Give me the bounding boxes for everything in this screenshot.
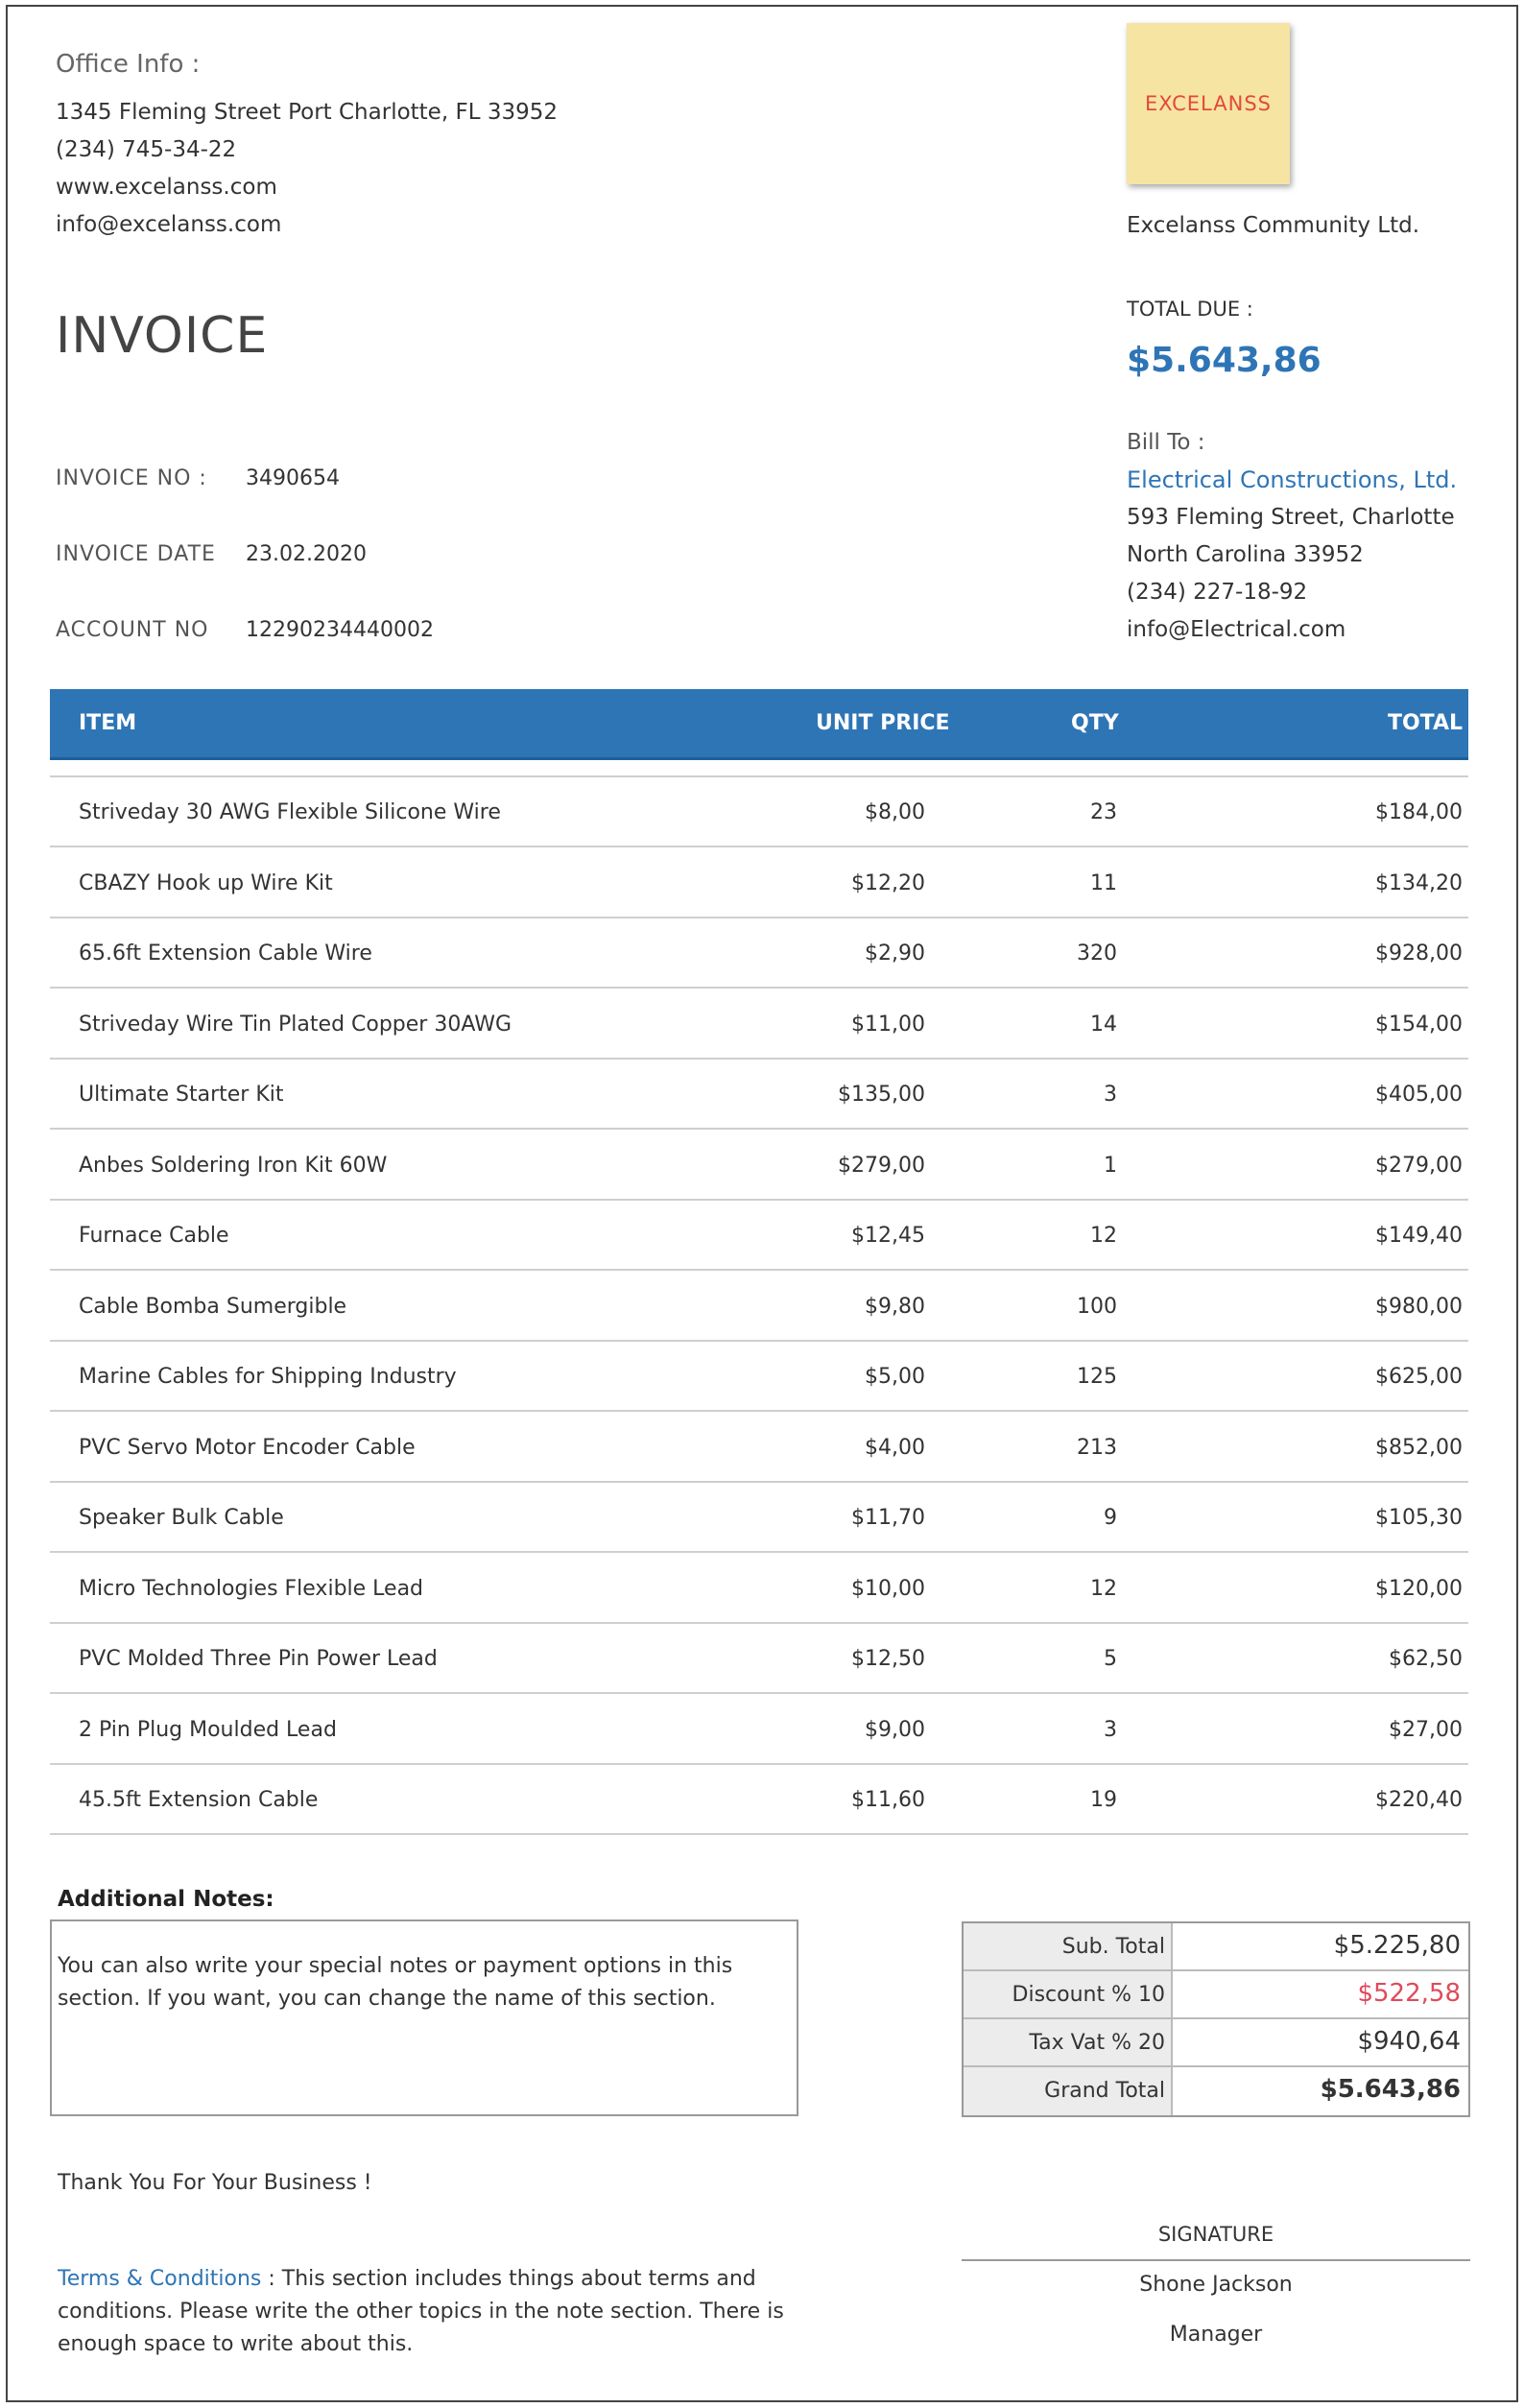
cell-item: Striveday 30 AWG Flexible Silicone Wire — [79, 800, 501, 824]
cell-unit-price: $2,90 — [865, 942, 925, 966]
grand-total-row — [964, 2067, 1468, 2115]
cell-item: Striveday Wire Tin Plated Copper 30AWG — [79, 1012, 512, 1037]
cell-qty: 23 — [1090, 800, 1117, 824]
total-due-value: $5.643,86 — [1127, 341, 1322, 380]
cell-qty: 213 — [1077, 1435, 1117, 1460]
cell-unit-price: $11,00 — [851, 1012, 925, 1037]
table-row — [50, 1765, 1468, 1835]
cell-qty: 11 — [1090, 870, 1117, 895]
cell-total: $134,20 — [1375, 870, 1463, 895]
cell-item: 65.6ft Extension Cable Wire — [79, 942, 372, 966]
cell-unit-price: $4,00 — [865, 1435, 925, 1460]
office-website: www.excelanss.com — [56, 175, 277, 200]
cell-item: Anbes Soldering Iron Kit 60W — [79, 1153, 388, 1178]
table-row — [50, 777, 1468, 847]
cell-item: Speaker Bulk Cable — [79, 1506, 284, 1530]
cell-total: $220,40 — [1375, 1788, 1463, 1812]
total-due-label: TOTAL DUE : — [1127, 298, 1253, 321]
grand-total-label: Grand Total — [964, 2067, 1173, 2115]
cell-unit-price: $9,80 — [865, 1294, 925, 1319]
cell-total: $105,30 — [1375, 1506, 1463, 1530]
discount-value: $522,58 — [1357, 1979, 1461, 2008]
table-row — [50, 1201, 1468, 1271]
table-row — [50, 1060, 1468, 1130]
company-name: Excelanss Community Ltd. — [1127, 213, 1420, 238]
office-email: info@excelanss.com — [56, 212, 282, 237]
cell-qty: 3 — [1104, 1083, 1117, 1107]
terms-label: Terms & Conditions — [58, 2267, 262, 2291]
cell-qty: 125 — [1077, 1365, 1117, 1389]
terms-block — [58, 2263, 806, 2361]
cell-unit-price: $279,00 — [838, 1153, 925, 1178]
cell-qty: 3 — [1104, 1717, 1117, 1742]
cell-unit-price: $11,70 — [851, 1506, 925, 1530]
table-row — [50, 1342, 1468, 1412]
table-row — [50, 1483, 1468, 1553]
cell-unit-price: $135,00 — [838, 1083, 925, 1107]
header-item: ITEM — [79, 711, 137, 735]
header-qty: QTY — [1071, 711, 1119, 735]
cell-qty: 12 — [1090, 1576, 1117, 1601]
thank-you-text: Thank You For Your Business ! — [58, 2171, 372, 2195]
cell-item: PVC Molded Three Pin Power Lead — [79, 1647, 438, 1671]
cell-qty: 14 — [1090, 1012, 1117, 1037]
tax-label: Tax Vat % 20 — [964, 2019, 1173, 2065]
cell-unit-price: $5,00 — [865, 1365, 925, 1389]
cell-unit-price: $8,00 — [865, 800, 925, 824]
cell-total: $62,50 — [1389, 1647, 1463, 1671]
bill-to-name: Electrical Constructions, Ltd. — [1127, 466, 1458, 493]
items-table-header — [50, 689, 1468, 760]
cell-unit-price: $11,60 — [851, 1788, 925, 1812]
tax-row — [964, 2019, 1468, 2067]
cell-qty: 100 — [1077, 1294, 1117, 1319]
notes-title: Additional Notes: — [58, 1887, 274, 1912]
cell-qty: 12 — [1090, 1224, 1117, 1248]
bill-to-email: info@Electrical.com — [1127, 617, 1346, 642]
cell-unit-price: $12,50 — [851, 1647, 925, 1671]
cell-item: CBAZY Hook up Wire Kit — [79, 870, 333, 895]
table-row — [50, 989, 1468, 1060]
cell-unit-price: $10,00 — [851, 1576, 925, 1601]
cell-qty: 9 — [1104, 1506, 1117, 1530]
invoice-date-value: 23.02.2020 — [246, 542, 367, 566]
cell-qty: 320 — [1077, 942, 1117, 966]
signer-name: Shone Jackson — [1139, 2273, 1293, 2297]
cell-qty: 5 — [1104, 1647, 1117, 1671]
notes-box: You can also write your special notes or payment options in this section. If you want, you can change the name of this section. — [50, 1919, 798, 2116]
invoice-no-label: INVOICE NO : — [56, 466, 207, 490]
signer-role: Manager — [1169, 2323, 1263, 2347]
discount-row — [964, 1971, 1468, 2019]
cell-unit-price: $12,45 — [851, 1224, 925, 1248]
bill-to-region: North Carolina 33952 — [1127, 542, 1364, 567]
signature-line — [962, 2259, 1470, 2261]
cell-item: Ultimate Starter Kit — [79, 1083, 284, 1107]
cell-item: 2 Pin Plug Moulded Lead — [79, 1717, 337, 1742]
cell-qty: 19 — [1090, 1788, 1117, 1812]
invoice-date-label: INVOICE DATE — [56, 542, 216, 566]
cell-total: $405,00 — [1375, 1083, 1463, 1107]
header-unit-price: UNIT PRICE — [816, 711, 950, 735]
cell-qty: 1 — [1104, 1153, 1117, 1178]
table-row — [50, 1554, 1468, 1624]
cell-total: $852,00 — [1375, 1435, 1463, 1460]
cell-item: PVC Servo Motor Encoder Cable — [79, 1435, 416, 1460]
subtotal-label: Sub. Total — [964, 1923, 1173, 1969]
invoice-title: INVOICE — [56, 307, 269, 365]
table-row — [50, 1272, 1468, 1342]
cell-total: $120,00 — [1375, 1576, 1463, 1601]
bill-to-address: 593 Fleming Street, Charlotte — [1127, 505, 1455, 530]
cell-unit-price: $9,00 — [865, 1717, 925, 1742]
cell-total: $625,00 — [1375, 1365, 1463, 1389]
account-no-label: ACCOUNT NO — [56, 618, 209, 642]
cell-total: $27,00 — [1389, 1717, 1463, 1742]
bill-to-phone: (234) 227-18-92 — [1127, 580, 1308, 605]
subtotal-row — [964, 1923, 1468, 1971]
grand-total-value: $5.643,86 — [1320, 2075, 1461, 2104]
cell-item: Marine Cables for Shipping Industry — [79, 1365, 457, 1389]
table-row — [50, 1695, 1468, 1765]
bill-to-label: Bill To : — [1127, 430, 1205, 455]
cell-total: $279,00 — [1375, 1153, 1463, 1178]
office-info-title: Office Info : — [56, 50, 201, 79]
cell-total: $149,40 — [1375, 1224, 1463, 1248]
logo-text: EXCELANSS — [1145, 92, 1272, 115]
table-row — [50, 1413, 1468, 1483]
cell-total: $184,00 — [1375, 800, 1463, 824]
cell-item: Furnace Cable — [79, 1224, 229, 1248]
cell-item: 45.5ft Extension Cable — [79, 1788, 319, 1812]
table-row — [50, 1624, 1468, 1694]
header-total: TOTAL — [1387, 711, 1463, 735]
cell-item: Cable Bomba Sumergible — [79, 1294, 347, 1319]
table-row — [50, 1131, 1468, 1201]
cell-unit-price: $12,20 — [851, 870, 925, 895]
tax-value: $940,64 — [1357, 2027, 1461, 2056]
company-logo — [1127, 23, 1290, 184]
cell-item: Micro Technologies Flexible Lead — [79, 1576, 424, 1601]
account-no-value: 12290234440002 — [246, 618, 434, 642]
signature-label: SIGNATURE — [1157, 2223, 1274, 2246]
table-row — [50, 848, 1468, 918]
terms-text: : This section includes things about terms and conditions. Please write the other topics in the note section. There is enough space to write about this. — [58, 2267, 784, 2356]
office-phone: (234) 745-34-22 — [56, 137, 237, 162]
office-address: 1345 Fleming Street Port Charlotte, FL 33952 — [56, 100, 558, 125]
cell-total: $154,00 — [1375, 1012, 1463, 1037]
table-row — [50, 918, 1468, 989]
summary-table — [962, 1921, 1470, 2117]
invoice-no-value: 3490654 — [246, 466, 340, 490]
subtotal-value: $5.225,80 — [1333, 1931, 1461, 1960]
cell-total: $980,00 — [1375, 1294, 1463, 1319]
discount-label: Discount % 10 — [964, 1971, 1173, 2017]
cell-total: $928,00 — [1375, 942, 1463, 966]
